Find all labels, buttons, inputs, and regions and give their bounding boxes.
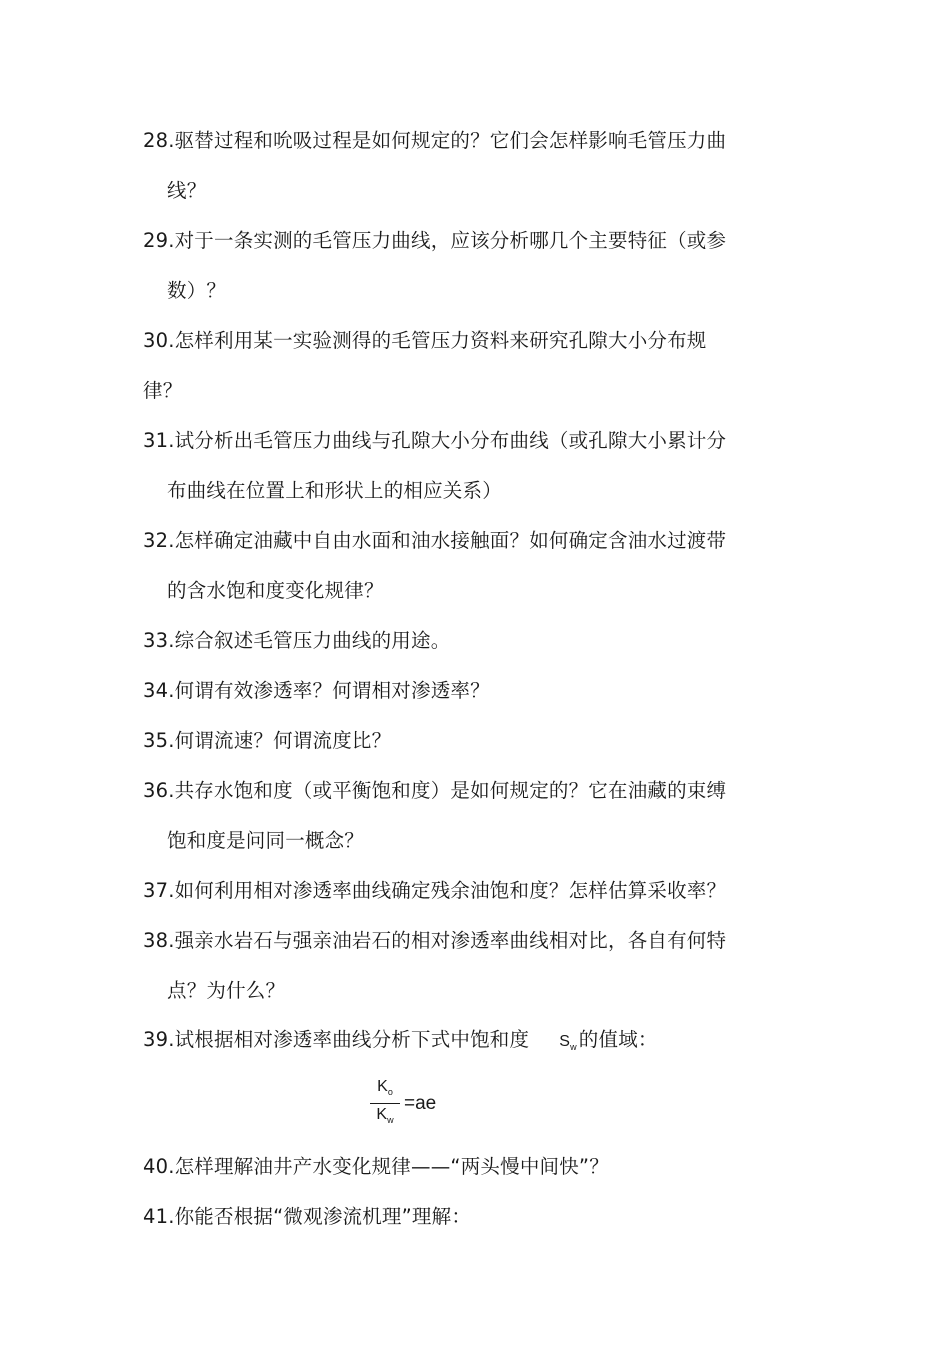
question-38-line-1: 38.强亲水岩石与强亲油岩石的相对渗透率曲线相对比，各自有何特 — [143, 929, 727, 952]
denominator-main: K — [376, 1106, 388, 1124]
formula-numerator — [374, 1077, 396, 1102]
question-32-line-2: 的含水饱和度变化规律？ — [167, 579, 384, 602]
saturation-symbol-subscript: w — [570, 1042, 577, 1053]
formula-denominator — [373, 1105, 396, 1130]
saturation-symbol-main: S — [559, 1033, 571, 1050]
question-39 — [143, 1027, 658, 1060]
numerator-main: K — [377, 1078, 388, 1095]
question-36-line-1: 36.共存水饱和度（或平衡饱和度）是如何规定的？它在油藏的束缚 — [143, 779, 727, 802]
question-30-line-2: 律？ — [143, 379, 183, 402]
saturation-symbol — [559, 1029, 577, 1060]
numerator-subscript: o — [387, 1087, 393, 1098]
question-39-text-after: 的值域： — [578, 1028, 658, 1051]
question-31-line-2: 布曲线在位置上和形状上的相应关系） — [167, 479, 502, 502]
formula-ko-kw — [370, 1077, 436, 1130]
question-33: 33.综合叙述毛管压力曲线的用途。 — [143, 629, 451, 652]
question-31-line-1: 31.试分析出毛管压力曲线与孔隙大小分布曲线（或孔隙大小累计分 — [143, 429, 727, 452]
question-28-line-1: 28.驱替过程和吮吸过程是如何规定的？它们会怎样影响毛管压力曲 — [143, 129, 727, 152]
question-38-line-2: 点？为什么？ — [167, 979, 286, 1002]
question-34: 34.何谓有效渗透率？何谓相对渗透率？ — [143, 679, 490, 702]
question-40: 40.怎样理解油井产水变化规律——“两头慢中间快”？ — [143, 1155, 609, 1178]
question-39-text-before: 39.试根据相对渗透率曲线分析下式中饱和度 — [143, 1028, 530, 1051]
question-37: 37.如何利用相对渗透率曲线确定残余油饱和度？怎样估算采收率？ — [143, 879, 727, 902]
formula-fraction — [370, 1077, 400, 1130]
formula-rhs: =ae — [404, 1092, 437, 1114]
question-35: 35.何谓流速？何谓流度比？ — [143, 729, 392, 752]
question-41: 41.你能否根据“微观渗流机理”理解： — [143, 1205, 472, 1228]
fraction-bar — [370, 1103, 400, 1104]
question-29-line-2: 数）？ — [167, 279, 227, 302]
question-28-line-2: 线？ — [167, 179, 207, 202]
question-36-line-2: 饱和度是问同一概念？ — [167, 829, 365, 852]
question-30-line-1: 30.怎样利用某一实验测得的毛管压力资料来研究孔隙大小分布规 — [143, 329, 707, 352]
question-32-line-1: 32.怎样确定油藏中自由水面和油水接触面？如何确定含油水过渡带 — [143, 529, 727, 552]
question-29-line-1: 29.对于一条实测的毛管压力曲线，应该分析哪几个主要特征（或参 — [143, 229, 727, 252]
denominator-subscript: w — [387, 1115, 394, 1126]
